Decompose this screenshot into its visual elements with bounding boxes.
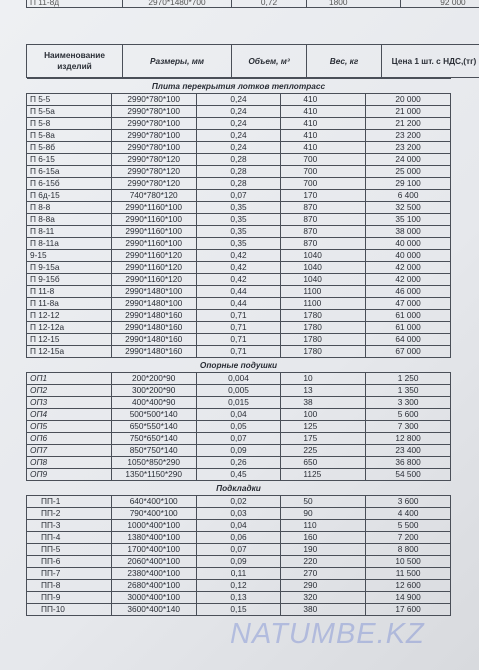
cell-weight: 1040 — [281, 274, 366, 286]
cell-weight: 1100 — [281, 298, 366, 310]
cell-price: 42 000 — [366, 262, 451, 274]
cell-weight: 700 — [281, 178, 366, 190]
cell-name: ОП6 — [27, 433, 112, 445]
table-row — [27, 592, 451, 604]
cell-price: 3 300 — [366, 397, 451, 409]
table-row — [27, 274, 451, 286]
cell-price: 61 000 — [366, 322, 451, 334]
cell-name: ПП-4 — [27, 532, 112, 544]
cell-weight: 160 — [281, 532, 366, 544]
cell-weight: 650 — [281, 457, 366, 469]
cell-volume: 0,15 — [196, 604, 281, 616]
header-weight: Вес, кг — [307, 45, 382, 78]
cell-size: 2990*780*100 — [111, 106, 196, 118]
table-row — [27, 286, 451, 298]
cell-size: 400*400*90 — [111, 397, 196, 409]
cell-price: 32 500 — [366, 202, 451, 214]
cell-weight: 1125 — [281, 469, 366, 481]
cell-name: ОП4 — [27, 409, 112, 421]
cell-volume: 0,24 — [196, 118, 281, 130]
table-row — [27, 445, 451, 457]
cell-size: 2970*1480*700 — [123, 0, 232, 8]
cell-weight: 870 — [281, 226, 366, 238]
cell-price: 23 400 — [366, 445, 451, 457]
cell-volume: 0,11 — [196, 568, 281, 580]
cell-volume: 0,35 — [196, 238, 281, 250]
cell-name: ОП3 — [27, 397, 112, 409]
table-row — [27, 397, 451, 409]
cell-size: 2380*400*100 — [111, 568, 196, 580]
cell-name: П 8-11а — [27, 238, 112, 250]
cell-weight: 1780 — [281, 334, 366, 346]
cell-size: 2990*1160*100 — [111, 202, 196, 214]
table-row — [27, 346, 451, 358]
cell-volume: 0,05 — [196, 421, 281, 433]
cell-size: 640*400*100 — [111, 496, 196, 508]
cell-price: 5 500 — [366, 520, 451, 532]
cell-size: 200*200*90 — [111, 373, 196, 385]
cell-size: 2990*1160*100 — [111, 226, 196, 238]
cell-volume: 0,28 — [196, 154, 281, 166]
cell-size: 2990*780*100 — [111, 94, 196, 106]
cell-size: 2990*1480*160 — [111, 310, 196, 322]
cell-volume: 0,09 — [196, 556, 281, 568]
cell-size: 300*200*90 — [111, 385, 196, 397]
table-row — [27, 94, 451, 106]
cell-weight: 100 — [281, 409, 366, 421]
cell-name: ПП-3 — [27, 520, 112, 532]
cell-weight: 1040 — [281, 262, 366, 274]
cell-volume: 0,13 — [196, 592, 281, 604]
cell-price: 17 600 — [366, 604, 451, 616]
cell-price: 8 800 — [366, 544, 451, 556]
table-row — [27, 334, 451, 346]
table-row — [27, 508, 451, 520]
table-row — [27, 532, 451, 544]
cell-price: 21 000 — [366, 106, 451, 118]
cell-weight: 1780 — [281, 310, 366, 322]
cell-volume: 0,07 — [196, 433, 281, 445]
cell-name: П 12-12а — [27, 322, 112, 334]
cell-name: П 5-5 — [27, 94, 112, 106]
cell-weight: 320 — [281, 592, 366, 604]
table-row — [27, 226, 451, 238]
cell-name: П 5-8 — [27, 118, 112, 130]
cell-name: П 9-15а — [27, 262, 112, 274]
cell-size: 2990*780*120 — [111, 166, 196, 178]
cell-volume: 0,04 — [196, 520, 281, 532]
cell-price: 11 500 — [366, 568, 451, 580]
cell-volume: 0,42 — [196, 274, 281, 286]
price-table — [26, 78, 451, 616]
cell-name: ПП-1 — [27, 496, 112, 508]
cell-volume: 0,42 — [196, 262, 281, 274]
cell-name: ПП-6 — [27, 556, 112, 568]
watermark-text: NATUMBE.KZ — [230, 618, 425, 650]
cell-size: 3600*400*140 — [111, 604, 196, 616]
table-row — [27, 433, 451, 445]
cell-size: 1700*400*100 — [111, 544, 196, 556]
header-volume: Объем, м³ — [232, 45, 307, 78]
cell-volume: 0,24 — [196, 142, 281, 154]
cell-volume: 0,24 — [196, 130, 281, 142]
cell-weight: 10 — [281, 373, 366, 385]
cell-size: 740*780*120 — [111, 190, 196, 202]
table-row — [27, 190, 451, 202]
cell-price: 29 100 — [366, 178, 451, 190]
cell-name: ОП8 — [27, 457, 112, 469]
cell-price: 20 000 — [366, 94, 451, 106]
cell-weight: 1780 — [281, 322, 366, 334]
cell-price: 3 600 — [366, 496, 451, 508]
cell-volume: 0,07 — [196, 544, 281, 556]
cell-name: ОП2 — [27, 385, 112, 397]
cell-volume: 0,24 — [196, 94, 281, 106]
table-row — [27, 421, 451, 433]
cell-price: 61 000 — [366, 310, 451, 322]
cell-name: П 6д-15 — [27, 190, 112, 202]
previous-row-strip — [26, 0, 479, 8]
cell-weight: 410 — [281, 130, 366, 142]
cell-volume: 0,71 — [196, 322, 281, 334]
cell-price: 24 000 — [366, 154, 451, 166]
cell-size: 2060*400*100 — [111, 556, 196, 568]
cell-size: 2990*1480*160 — [111, 334, 196, 346]
cell-name: П 5-8б — [27, 142, 112, 154]
cell-name: П 11-8д — [27, 0, 123, 8]
cell-size: 2990*780*120 — [111, 154, 196, 166]
cell-price: 54 500 — [366, 469, 451, 481]
cell-volume: 0,42 — [196, 250, 281, 262]
cell-price: 42 000 — [366, 274, 451, 286]
table-row — [27, 544, 451, 556]
cell-size: 790*400*100 — [111, 508, 196, 520]
cell-price: 64 000 — [366, 334, 451, 346]
cell-size: 650*550*140 — [111, 421, 196, 433]
section-title-row — [27, 481, 451, 496]
header-name: Наименование изделий — [27, 45, 123, 78]
cell-size: 500*500*140 — [111, 409, 196, 421]
cell-size: 2680*400*100 — [111, 580, 196, 592]
table-row — [27, 385, 451, 397]
cell-name: ОП5 — [27, 421, 112, 433]
table-row — [27, 520, 451, 532]
table-row — [27, 409, 451, 421]
cell-name: ОП7 — [27, 445, 112, 457]
cell-volume: 0,44 — [196, 298, 281, 310]
table-row — [27, 580, 451, 592]
cell-volume: 0,03 — [196, 508, 281, 520]
cell-price: 7 300 — [366, 421, 451, 433]
cell-size: 2990*780*100 — [111, 142, 196, 154]
cell-size: 1000*400*100 — [111, 520, 196, 532]
cell-size: 2990*1160*120 — [111, 262, 196, 274]
cell-name: П 8-8 — [27, 202, 112, 214]
table-row — [27, 142, 451, 154]
cell-weight: 1800 — [307, 0, 401, 8]
cell-name: П 6-15 — [27, 154, 112, 166]
cell-weight: 410 — [281, 142, 366, 154]
cell-price: 35 100 — [366, 214, 451, 226]
cell-size: 2990*1160*120 — [111, 250, 196, 262]
cell-size: 1350*1150*290 — [111, 469, 196, 481]
cell-price: 23 200 — [366, 130, 451, 142]
cell-volume: 0,09 — [196, 445, 281, 457]
cell-size: 2990*780*100 — [111, 130, 196, 142]
table-row — [27, 214, 451, 226]
cell-name: П 9-15б — [27, 274, 112, 286]
section-title: Плита перекрытия лотков теплотрасс — [27, 79, 451, 94]
cell-weight: 870 — [281, 214, 366, 226]
cell-name: ПП-5 — [27, 544, 112, 556]
header-price: Цена 1 шт. с НДС,(тг) — [382, 45, 479, 78]
table-row — [27, 604, 451, 616]
cell-volume: 0,28 — [196, 178, 281, 190]
table-row — [27, 322, 451, 334]
cell-volume: 0,28 — [196, 166, 281, 178]
section-title-row — [27, 79, 451, 94]
cell-name: П 6-15а — [27, 166, 112, 178]
cell-size: 2990*780*100 — [111, 118, 196, 130]
cell-volume: 0,26 — [196, 457, 281, 469]
cell-price: 7 200 — [366, 532, 451, 544]
cell-size: 2990*1480*160 — [111, 322, 196, 334]
cell-volume: 0,07 — [196, 190, 281, 202]
cell-size: 1380*400*100 — [111, 532, 196, 544]
table-row — [27, 118, 451, 130]
table-row — [27, 238, 451, 250]
cell-price: 10 500 — [366, 556, 451, 568]
cell-weight: 410 — [281, 118, 366, 130]
table-row — [27, 262, 451, 274]
cell-volume: 0,35 — [196, 202, 281, 214]
cell-name: П 12-12 — [27, 310, 112, 322]
cell-name: ПП-8 — [27, 580, 112, 592]
table-row — [27, 469, 451, 481]
cell-volume: 0,35 — [196, 226, 281, 238]
cell-weight: 1040 — [281, 250, 366, 262]
cell-size: 850*750*140 — [111, 445, 196, 457]
cell-price: 40 000 — [366, 238, 451, 250]
cell-weight: 110 — [281, 520, 366, 532]
table-row — [27, 556, 451, 568]
cell-price: 12 600 — [366, 580, 451, 592]
cell-size: 2990*1160*120 — [111, 274, 196, 286]
cell-name: П 11-8 — [27, 286, 112, 298]
cell-name: П 5-8а — [27, 130, 112, 142]
cell-price: 67 000 — [366, 346, 451, 358]
table-row — [27, 298, 451, 310]
cell-price: 46 000 — [366, 286, 451, 298]
cell-weight: 290 — [281, 580, 366, 592]
cell-weight: 125 — [281, 421, 366, 433]
cell-volume: 0,71 — [196, 310, 281, 322]
cell-volume: 0,02 — [196, 496, 281, 508]
cell-name: П 12-15а — [27, 346, 112, 358]
cell-size: 2990*1480*100 — [111, 298, 196, 310]
cell-weight: 190 — [281, 544, 366, 556]
cell-weight: 700 — [281, 154, 366, 166]
cell-weight: 410 — [281, 94, 366, 106]
table-row — [27, 154, 451, 166]
table-header — [26, 44, 479, 78]
cell-volume: 0,04 — [196, 409, 281, 421]
cell-name: П 8-11 — [27, 226, 112, 238]
cell-volume: 0,71 — [196, 346, 281, 358]
cell-name: ОП9 — [27, 469, 112, 481]
cell-volume: 0,72 — [232, 0, 307, 8]
cell-weight: 700 — [281, 166, 366, 178]
cell-volume: 0,35 — [196, 214, 281, 226]
table-row — [27, 202, 451, 214]
cell-name: ПП-9 — [27, 592, 112, 604]
cell-name: П 12-15 — [27, 334, 112, 346]
cell-price: 25 000 — [366, 166, 451, 178]
cell-weight: 90 — [281, 508, 366, 520]
cell-name: ПП-7 — [27, 568, 112, 580]
cell-size: 2990*1160*100 — [111, 214, 196, 226]
cell-name: П 5-5а — [27, 106, 112, 118]
cell-volume: 0,44 — [196, 286, 281, 298]
cell-weight: 50 — [281, 496, 366, 508]
cell-weight: 1100 — [281, 286, 366, 298]
cell-weight: 225 — [281, 445, 366, 457]
cell-volume: 0,015 — [196, 397, 281, 409]
section-title-row — [27, 358, 451, 373]
header-size: Размеры, мм — [123, 45, 232, 78]
cell-price: 4 400 — [366, 508, 451, 520]
table-row — [27, 166, 451, 178]
cell-price: 6 400 — [366, 190, 451, 202]
cell-weight: 175 — [281, 433, 366, 445]
cell-price: 5 600 — [366, 409, 451, 421]
section-title: Подкладки — [27, 481, 451, 496]
cell-volume: 0,12 — [196, 580, 281, 592]
cell-name: П 11-8а — [27, 298, 112, 310]
cell-weight: 270 — [281, 568, 366, 580]
cell-price: 92 000 — [401, 0, 479, 8]
cell-volume: 0,005 — [196, 385, 281, 397]
cell-size: 1050*850*290 — [111, 457, 196, 469]
cell-volume: 0,24 — [196, 106, 281, 118]
cell-size: 3000*400*100 — [111, 592, 196, 604]
cell-name: П 8-8а — [27, 214, 112, 226]
cell-weight: 38 — [281, 397, 366, 409]
cell-name: ОП1 — [27, 373, 112, 385]
cell-weight: 13 — [281, 385, 366, 397]
cell-name: 9-15 — [27, 250, 112, 262]
table-row — [27, 106, 451, 118]
cell-name: ПП-10 — [27, 604, 112, 616]
cell-weight: 870 — [281, 238, 366, 250]
cell-volume: 0,06 — [196, 532, 281, 544]
cell-price: 1 250 — [366, 373, 451, 385]
cell-price: 38 000 — [366, 226, 451, 238]
cell-price: 14 900 — [366, 592, 451, 604]
cell-price: 12 800 — [366, 433, 451, 445]
cell-weight: 170 — [281, 190, 366, 202]
cell-price: 1 350 — [366, 385, 451, 397]
cell-price: 47 000 — [366, 298, 451, 310]
table-row — [27, 250, 451, 262]
cell-size: 2990*1160*100 — [111, 238, 196, 250]
cell-price: 21 200 — [366, 118, 451, 130]
cell-weight: 220 — [281, 556, 366, 568]
cell-weight: 410 — [281, 106, 366, 118]
table-row — [27, 178, 451, 190]
cell-name: П 6-15б — [27, 178, 112, 190]
cell-price: 40 000 — [366, 250, 451, 262]
cell-size: 750*650*140 — [111, 433, 196, 445]
cell-volume: 0,71 — [196, 334, 281, 346]
table-row — [27, 373, 451, 385]
cell-size: 2990*1480*160 — [111, 346, 196, 358]
cell-price: 36 800 — [366, 457, 451, 469]
cell-size: 2990*780*120 — [111, 178, 196, 190]
table-row — [27, 568, 451, 580]
section-title: Опорные подушки — [27, 358, 451, 373]
cell-size: 2990*1480*100 — [111, 286, 196, 298]
cell-volume: 0,45 — [196, 469, 281, 481]
cell-price: 23 200 — [366, 142, 451, 154]
cell-volume: 0,004 — [196, 373, 281, 385]
cell-weight: 380 — [281, 604, 366, 616]
table-row — [27, 457, 451, 469]
cell-weight: 1780 — [281, 346, 366, 358]
table-row — [27, 310, 451, 322]
table-row — [27, 130, 451, 142]
cell-name: ПП-2 — [27, 508, 112, 520]
table-row — [27, 496, 451, 508]
cell-weight: 870 — [281, 202, 366, 214]
